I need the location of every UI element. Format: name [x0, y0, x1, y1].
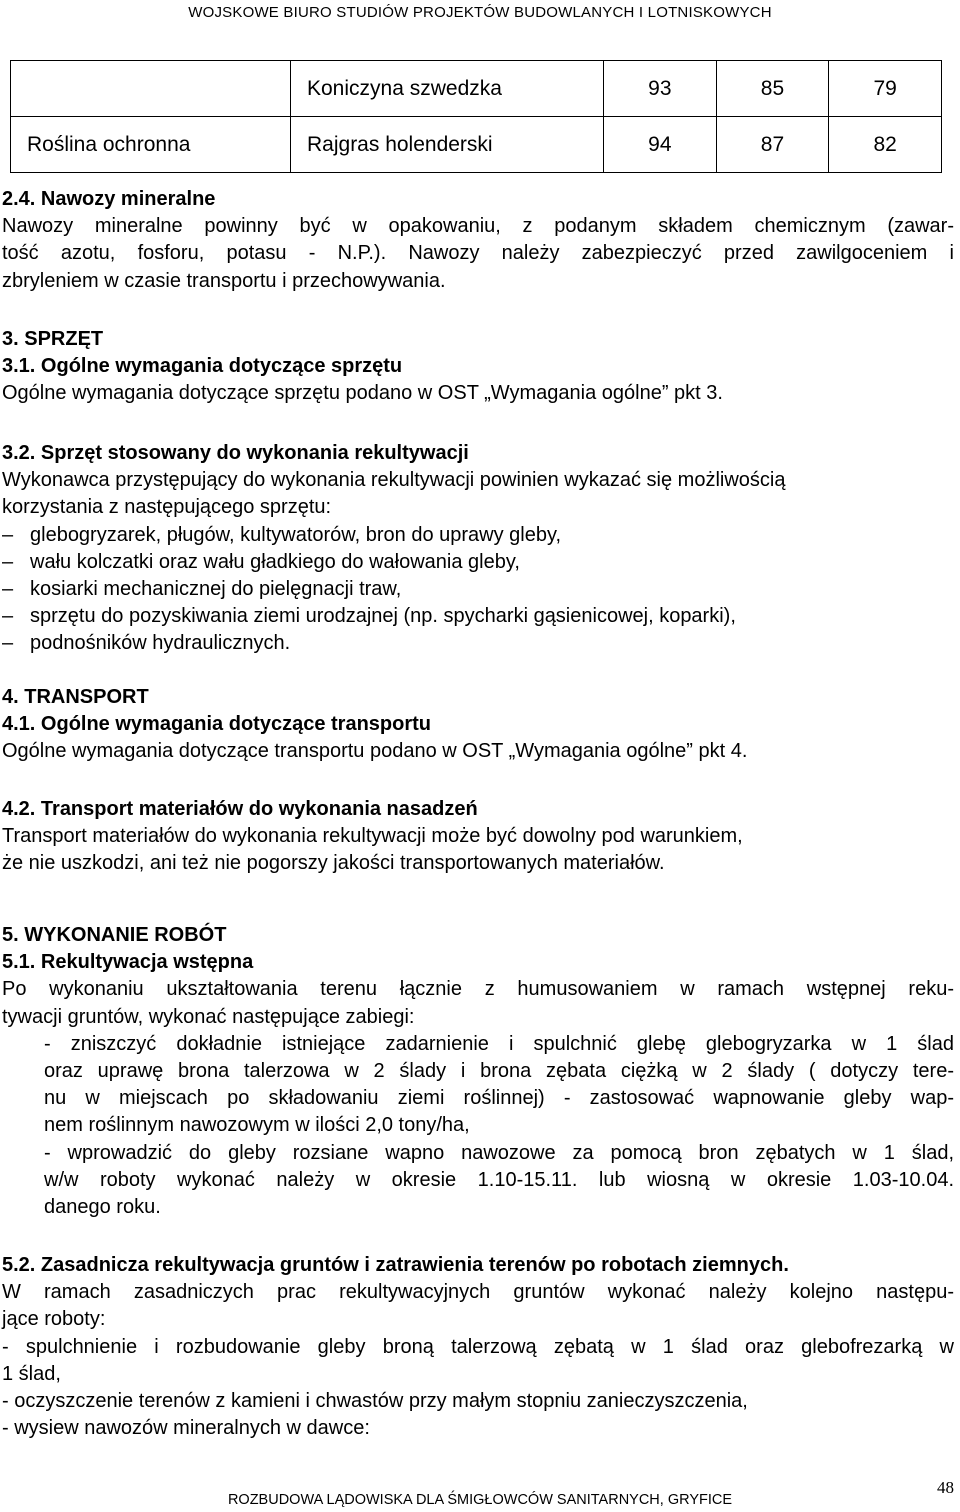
paragraph-line: nu w miejscach po składowaniu ziemi roślinnej) - zastosować wapnowanie gleby wap- — [44, 1087, 954, 1110]
table-cell: 85 — [716, 61, 829, 117]
paragraph-line: - oczyszczenie terenów z kamieni i chwastów przy małym stopniu zanieczyszczenia, — [2, 1390, 748, 1413]
dash-bullet: – — [2, 605, 14, 628]
paragraph-line: tość azotu, fosforu, potasu - N.P.). Nawozy należy zabezpieczyć przed zawilgoceniem i — [2, 242, 954, 265]
list-item-text: sprzętu do pozyskiwania ziemi urodzajnej (np. spycharki gąsienicowej, koparki), — [30, 605, 736, 628]
table-cell: Koniczyna szwedzka — [291, 61, 604, 117]
paragraph-line: Nawozy mineralne powinny być w opakowaniu, z podanym składem chemicznym (zawar- — [2, 215, 954, 238]
subsection-heading: 4.1. Ogólne wymagania dotyczące transportu — [2, 713, 432, 736]
paragraph-line: korzystania z następującego sprzętu: — [2, 496, 332, 519]
dash-bullet: – — [2, 632, 14, 655]
subsection-heading: 3.2. Sprzęt stosowany do wykonania rekultywacji — [2, 442, 469, 464]
table-cell: 87 — [716, 117, 829, 173]
paragraph-line: danego roku. — [44, 1196, 161, 1219]
page-number: 48 — [937, 1478, 954, 1497]
table-cell: 93 — [604, 61, 717, 117]
paragraph-line: tywacji gruntów, wykonać następujące zabiegi: — [2, 1005, 415, 1028]
table-cell: 79 — [829, 61, 942, 117]
section-4 — [2, 684, 954, 766]
list-item-text: kosiarki mechanicznej do pielęgnacji traw, — [30, 578, 402, 601]
table-cell: 94 — [604, 117, 717, 173]
dash-bullet: – — [2, 523, 14, 546]
list-item — [2, 522, 954, 549]
paragraph-line: 1 ślad, — [2, 1362, 61, 1385]
list-item — [2, 630, 954, 657]
section-4-2 — [2, 796, 954, 878]
list-item-text: wału kolczatki oraz wału gładkiego do wałowania gleby, — [30, 550, 520, 573]
section-3-2 — [2, 440, 954, 658]
section-heading: 5. WYKONANIE ROBÓT — [2, 924, 227, 946]
section-heading: 3. SPRZĘT — [2, 328, 104, 350]
paragraph-line: że nie uszkodzi, ani też nie pogorszy jakości transportowanych materiałów. — [2, 852, 665, 875]
section-3 — [2, 326, 954, 408]
table-cell: Rajgras holenderski — [291, 117, 604, 173]
paragraph-line: - zniszczyć dokładnie istniejące zadarnienie i spulchnić glebę glebogryzarka w 1 ślad — [44, 1032, 954, 1055]
paragraph-line: W ramach zasadniczych prac rekultywacyjnych gruntów wykonać należy kolejno następu- — [2, 1281, 954, 1304]
paragraph-line: Ogólne wymagania dotyczące transportu podano w OST „Wymagania ogólne” pkt 4. — [2, 740, 748, 763]
table-row — [11, 117, 942, 173]
section-heading: 4. TRANSPORT — [2, 686, 149, 708]
table-cell: 82 — [829, 117, 942, 173]
section-5-2 — [2, 1252, 954, 1442]
list-block — [2, 1031, 954, 1221]
list-item-text: podnośników hydraulicznych. — [30, 632, 291, 655]
page-footer: ROZBUDOWA LĄDOWISKA DLA ŚMIGŁOWCÓW SANITARNYCH, GRYFICE — [227, 1492, 733, 1508]
list-item-text: glebogryzarek, pługów, kultywatorów, bron do uprawy gleby, — [30, 523, 562, 546]
table-cell: Roślina ochronna — [11, 117, 291, 173]
subsection-heading: 3.1. Ogólne wymagania dotyczące sprzętu — [2, 355, 403, 378]
paragraph-line: jące roboty: — [2, 1308, 106, 1331]
list-item — [2, 603, 954, 630]
list-item — [2, 549, 954, 576]
paragraph-line: - wprowadzić do gleby rozsiane wapno nawozowe za pomocą bron zębatych w 1 ślad, — [44, 1141, 954, 1164]
paragraph-line: oraz uprawę brona talerzowa w 2 ślady i brona zębata ciężką w 2 ślady ( dotyczy tere- — [44, 1060, 954, 1083]
paragraph-line: zbryleniem w czasie transportu i przechowywania. — [2, 269, 446, 292]
section-5 — [2, 922, 954, 1221]
dash-bullet: – — [2, 578, 14, 601]
paragraph-line: Po wykonaniu ukształtowania terenu łącznie z humusowaniem w ramach wstępnej reku- — [2, 978, 954, 1001]
seed-table — [10, 60, 942, 173]
subsection-heading: 5.1. Rekultywacja wstępna — [2, 951, 254, 974]
paragraph-line: - spulchnienie i rozbudowanie gleby broną talerzową zębatą w 1 ślad oraz glebofrezarką w — [2, 1335, 954, 1358]
table-row — [11, 61, 942, 117]
dash-bullet: – — [2, 550, 14, 573]
table-cell — [11, 61, 291, 117]
paragraph-line: w/w roboty wykonać należy w okresie 1.10-15.11. lub wiosną w okresie 1.03-10.04. — [44, 1168, 954, 1191]
section-heading: 2.4. Nawozy mineralne — [2, 188, 216, 210]
page-header: WOJSKOWE BIURO STUDIÓW PROJEKTÓW BUDOWLANYCH I LOTNISKOWYCH — [188, 4, 772, 21]
paragraph-line: Wykonawca przystępujący do wykonania rekultywacji powinien wykazać się możliwością — [2, 469, 786, 492]
paragraph-line: Transport materiałów do wykonania rekultywacji może być dowolny pod warunkiem, — [2, 825, 743, 848]
paragraph-line: nem roślinnym nawozowym w ilości 2,0 tony/ha, — [44, 1114, 470, 1137]
subsection-heading: 5.2. Zasadnicza rekultywacja gruntów i zatrawienia terenów po robotach ziemnych. — [2, 1254, 789, 1276]
section-2-4 — [2, 186, 954, 295]
paragraph-line: - wysiew nawozów mineralnych w dawce: — [2, 1417, 370, 1440]
subsection-heading: 4.2. Transport materiałów do wykonania nasadzeń — [2, 798, 478, 820]
list-item — [2, 576, 954, 603]
paragraph-line: Ogólne wymagania dotyczące sprzętu podano w OST „Wymagania ogólne” pkt 3. — [2, 382, 723, 405]
